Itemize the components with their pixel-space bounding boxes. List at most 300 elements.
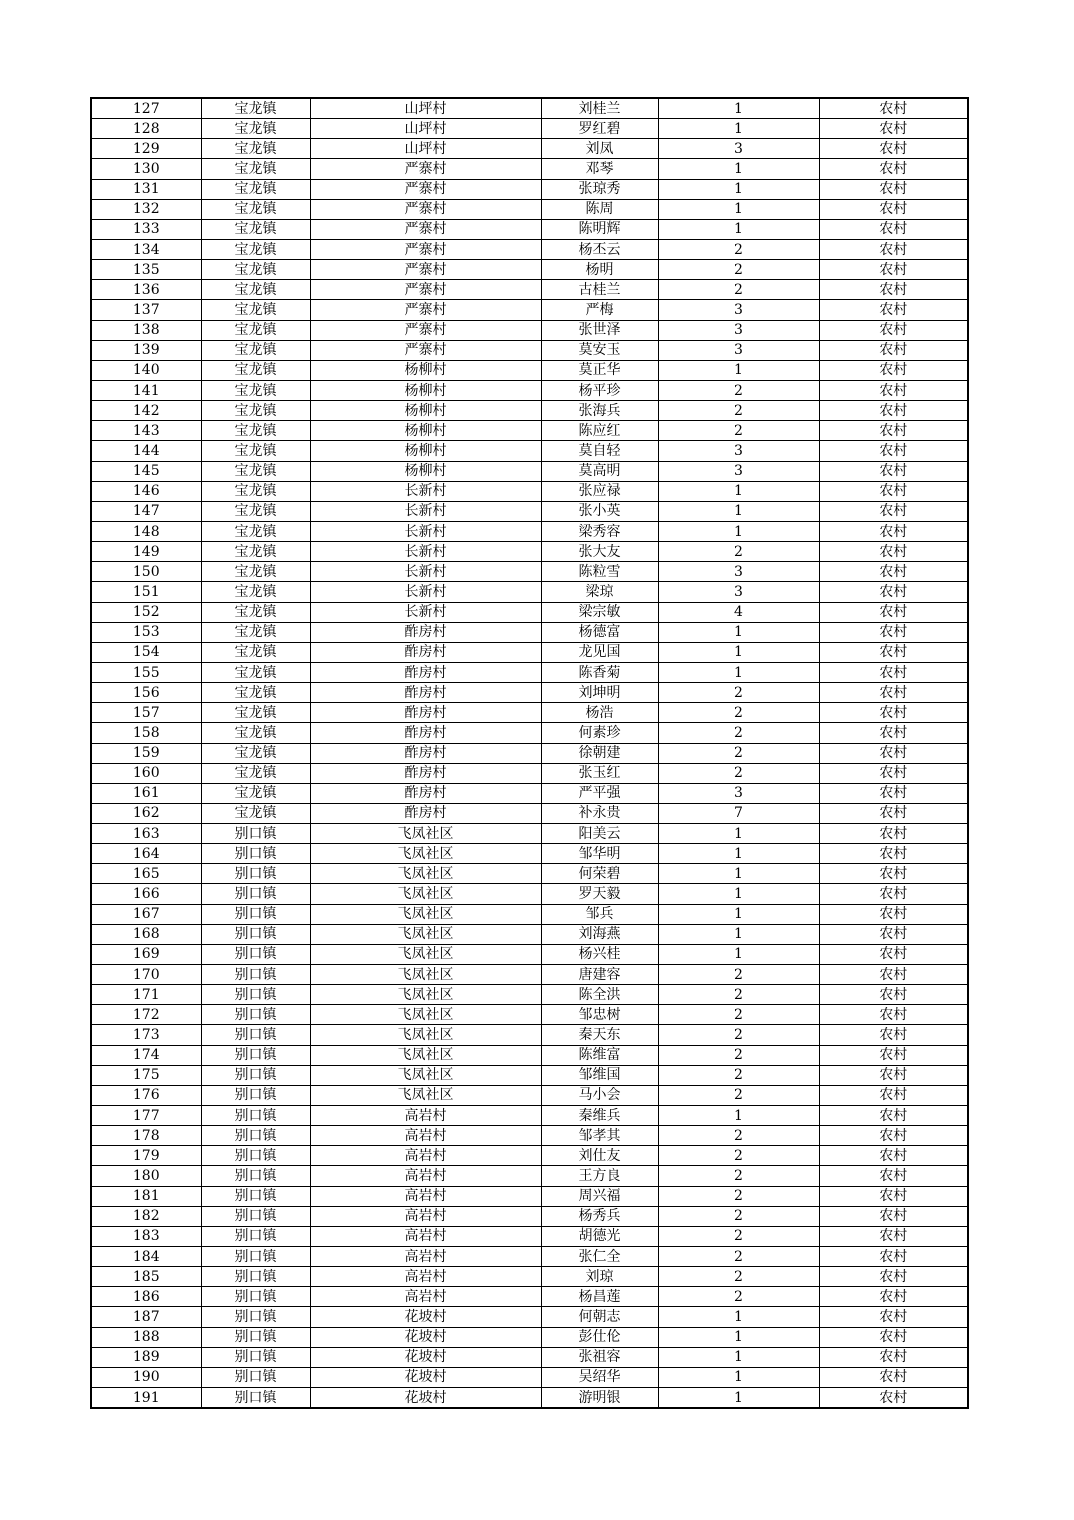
household-size-cell: 3 bbox=[658, 441, 819, 461]
name-cell: 陈全洪 bbox=[541, 985, 658, 1005]
name-cell: 张琼秀 bbox=[541, 179, 658, 199]
name-cell: 刘仕友 bbox=[541, 1146, 658, 1166]
table-row bbox=[91, 884, 968, 904]
village-cell: 山坪村 bbox=[310, 119, 541, 139]
household-size-cell: 2 bbox=[658, 280, 819, 300]
row-number-cell: 162 bbox=[91, 803, 201, 823]
village-cell: 长新村 bbox=[310, 501, 541, 521]
row-number-cell: 153 bbox=[91, 622, 201, 642]
name-cell: 游明银 bbox=[541, 1388, 658, 1409]
town-cell: 宝龙镇 bbox=[201, 803, 310, 823]
table-row bbox=[91, 119, 968, 139]
household-size-cell: 2 bbox=[658, 260, 819, 280]
name-cell: 龙见国 bbox=[541, 642, 658, 662]
village-cell: 杨柳村 bbox=[310, 441, 541, 461]
village-cell: 飞凤社区 bbox=[310, 1045, 541, 1065]
area-type-cell: 农村 bbox=[819, 521, 968, 541]
name-cell: 杨秀兵 bbox=[541, 1206, 658, 1226]
area-type-cell: 农村 bbox=[819, 380, 968, 400]
name-cell: 邹维国 bbox=[541, 1065, 658, 1085]
village-cell: 飞凤社区 bbox=[310, 1065, 541, 1085]
table-row bbox=[91, 320, 968, 340]
area-type-cell: 农村 bbox=[819, 683, 968, 703]
town-cell: 别口镇 bbox=[201, 864, 310, 884]
row-number-cell: 131 bbox=[91, 179, 201, 199]
table-row bbox=[91, 844, 968, 864]
household-size-cell: 4 bbox=[658, 602, 819, 622]
table-row bbox=[91, 985, 968, 1005]
name-cell: 张小英 bbox=[541, 501, 658, 521]
table-row bbox=[91, 98, 968, 119]
village-cell: 杨柳村 bbox=[310, 380, 541, 400]
area-type-cell: 农村 bbox=[819, 159, 968, 179]
household-size-cell: 1 bbox=[658, 944, 819, 964]
village-cell: 长新村 bbox=[310, 481, 541, 501]
village-cell: 严寨村 bbox=[310, 280, 541, 300]
household-size-cell: 1 bbox=[658, 481, 819, 501]
table-row bbox=[91, 662, 968, 682]
household-size-cell: 3 bbox=[658, 783, 819, 803]
village-cell: 酢房村 bbox=[310, 743, 541, 763]
table-row bbox=[91, 179, 968, 199]
name-cell: 刘凤 bbox=[541, 139, 658, 159]
household-size-cell: 3 bbox=[658, 320, 819, 340]
town-cell: 别口镇 bbox=[201, 1327, 310, 1347]
village-cell: 长新村 bbox=[310, 521, 541, 541]
table-row bbox=[91, 602, 968, 622]
name-cell: 彭仕伦 bbox=[541, 1327, 658, 1347]
name-cell: 周兴福 bbox=[541, 1186, 658, 1206]
village-cell: 飞凤社区 bbox=[310, 884, 541, 904]
village-cell: 严寨村 bbox=[310, 260, 541, 280]
table-row bbox=[91, 360, 968, 380]
name-cell: 何荣碧 bbox=[541, 864, 658, 884]
row-number-cell: 165 bbox=[91, 864, 201, 884]
household-size-cell: 2 bbox=[658, 965, 819, 985]
town-cell: 别口镇 bbox=[201, 965, 310, 985]
name-cell: 杨昌莲 bbox=[541, 1287, 658, 1307]
area-type-cell: 农村 bbox=[819, 884, 968, 904]
household-size-cell: 2 bbox=[658, 763, 819, 783]
row-number-cell: 152 bbox=[91, 602, 201, 622]
village-cell: 花坡村 bbox=[310, 1327, 541, 1347]
town-cell: 别口镇 bbox=[201, 1106, 310, 1126]
village-cell: 酢房村 bbox=[310, 662, 541, 682]
town-cell: 宝龙镇 bbox=[201, 179, 310, 199]
village-cell: 酢房村 bbox=[310, 703, 541, 723]
household-size-cell: 1 bbox=[658, 98, 819, 119]
area-type-cell: 农村 bbox=[819, 1327, 968, 1347]
area-type-cell: 农村 bbox=[819, 219, 968, 239]
town-cell: 别口镇 bbox=[201, 1065, 310, 1085]
household-size-cell: 1 bbox=[658, 1347, 819, 1367]
town-cell: 别口镇 bbox=[201, 1226, 310, 1246]
household-size-cell: 1 bbox=[658, 179, 819, 199]
household-size-cell: 3 bbox=[658, 139, 819, 159]
town-cell: 宝龙镇 bbox=[201, 642, 310, 662]
name-cell: 马小会 bbox=[541, 1085, 658, 1105]
area-type-cell: 农村 bbox=[819, 1367, 968, 1387]
name-cell: 莫正华 bbox=[541, 360, 658, 380]
name-cell: 邹孝其 bbox=[541, 1126, 658, 1146]
row-number-cell: 141 bbox=[91, 380, 201, 400]
village-cell: 花坡村 bbox=[310, 1347, 541, 1367]
row-number-cell: 190 bbox=[91, 1367, 201, 1387]
table-row bbox=[91, 542, 968, 562]
name-cell: 莫高明 bbox=[541, 461, 658, 481]
name-cell: 刘桂兰 bbox=[541, 98, 658, 119]
row-number-cell: 129 bbox=[91, 139, 201, 159]
row-number-cell: 133 bbox=[91, 219, 201, 239]
town-cell: 宝龙镇 bbox=[201, 380, 310, 400]
name-cell: 梁宗敏 bbox=[541, 602, 658, 622]
town-cell: 别口镇 bbox=[201, 1085, 310, 1105]
row-number-cell: 176 bbox=[91, 1085, 201, 1105]
row-number-cell: 145 bbox=[91, 461, 201, 481]
village-cell: 杨柳村 bbox=[310, 360, 541, 380]
table-row bbox=[91, 1327, 968, 1347]
table-row bbox=[91, 280, 968, 300]
row-number-cell: 163 bbox=[91, 824, 201, 844]
table-row bbox=[91, 300, 968, 320]
household-size-cell: 1 bbox=[658, 662, 819, 682]
area-type-cell: 农村 bbox=[819, 662, 968, 682]
village-cell: 山坪村 bbox=[310, 98, 541, 119]
town-cell: 宝龙镇 bbox=[201, 501, 310, 521]
table-row bbox=[91, 622, 968, 642]
row-number-cell: 130 bbox=[91, 159, 201, 179]
village-cell: 飞凤社区 bbox=[310, 1085, 541, 1105]
village-cell: 杨柳村 bbox=[310, 421, 541, 441]
table-row bbox=[91, 723, 968, 743]
area-type-cell: 农村 bbox=[819, 824, 968, 844]
row-number-cell: 183 bbox=[91, 1226, 201, 1246]
row-number-cell: 174 bbox=[91, 1045, 201, 1065]
town-cell: 宝龙镇 bbox=[201, 199, 310, 219]
table-row bbox=[91, 924, 968, 944]
town-cell: 宝龙镇 bbox=[201, 481, 310, 501]
village-cell: 飞凤社区 bbox=[310, 844, 541, 864]
town-cell: 别口镇 bbox=[201, 844, 310, 864]
table-row bbox=[91, 864, 968, 884]
row-number-cell: 134 bbox=[91, 239, 201, 259]
table-row bbox=[91, 783, 968, 803]
village-cell: 长新村 bbox=[310, 562, 541, 582]
area-type-cell: 农村 bbox=[819, 1247, 968, 1267]
area-type-cell: 农村 bbox=[819, 199, 968, 219]
table-row bbox=[91, 1367, 968, 1387]
village-cell: 飞凤社区 bbox=[310, 944, 541, 964]
area-type-cell: 农村 bbox=[819, 1347, 968, 1367]
table-row bbox=[91, 239, 968, 259]
village-cell: 长新村 bbox=[310, 602, 541, 622]
name-cell: 陈香菊 bbox=[541, 662, 658, 682]
row-number-cell: 160 bbox=[91, 763, 201, 783]
household-size-cell: 2 bbox=[658, 1267, 819, 1287]
table-row bbox=[91, 380, 968, 400]
name-cell: 杨浩 bbox=[541, 703, 658, 723]
village-cell: 严寨村 bbox=[310, 239, 541, 259]
area-type-cell: 农村 bbox=[819, 985, 968, 1005]
table-row bbox=[91, 1267, 968, 1287]
row-number-cell: 150 bbox=[91, 562, 201, 582]
household-size-cell: 2 bbox=[658, 1206, 819, 1226]
household-size-cell: 2 bbox=[658, 239, 819, 259]
row-number-cell: 137 bbox=[91, 300, 201, 320]
row-number-cell: 158 bbox=[91, 723, 201, 743]
name-cell: 杨丕云 bbox=[541, 239, 658, 259]
area-type-cell: 农村 bbox=[819, 280, 968, 300]
household-size-cell: 2 bbox=[658, 1065, 819, 1085]
area-type-cell: 农村 bbox=[819, 1388, 968, 1409]
area-type-cell: 农村 bbox=[819, 239, 968, 259]
town-cell: 别口镇 bbox=[201, 1146, 310, 1166]
town-cell: 宝龙镇 bbox=[201, 98, 310, 119]
row-number-cell: 144 bbox=[91, 441, 201, 461]
name-cell: 秦维兵 bbox=[541, 1106, 658, 1126]
name-cell: 陈明辉 bbox=[541, 219, 658, 239]
name-cell: 王方良 bbox=[541, 1166, 658, 1186]
town-cell: 别口镇 bbox=[201, 1045, 310, 1065]
table-row bbox=[91, 1126, 968, 1146]
town-cell: 别口镇 bbox=[201, 1267, 310, 1287]
household-size-cell: 1 bbox=[658, 360, 819, 380]
village-cell: 酢房村 bbox=[310, 723, 541, 743]
household-size-cell: 2 bbox=[658, 1146, 819, 1166]
household-size-cell: 2 bbox=[658, 1186, 819, 1206]
table-row bbox=[91, 1347, 968, 1367]
area-type-cell: 农村 bbox=[819, 582, 968, 602]
table-row bbox=[91, 521, 968, 541]
area-type-cell: 农村 bbox=[819, 783, 968, 803]
table-row bbox=[91, 683, 968, 703]
area-type-cell: 农村 bbox=[819, 602, 968, 622]
name-cell: 补永贵 bbox=[541, 803, 658, 823]
name-cell: 张应禄 bbox=[541, 481, 658, 501]
name-cell: 陈周 bbox=[541, 199, 658, 219]
area-type-cell: 农村 bbox=[819, 743, 968, 763]
village-cell: 杨柳村 bbox=[310, 401, 541, 421]
household-size-cell: 2 bbox=[658, 703, 819, 723]
town-cell: 别口镇 bbox=[201, 1287, 310, 1307]
name-cell: 吴绍华 bbox=[541, 1367, 658, 1387]
town-cell: 宝龙镇 bbox=[201, 461, 310, 481]
table-row bbox=[91, 139, 968, 159]
household-size-cell: 1 bbox=[658, 824, 819, 844]
row-number-cell: 169 bbox=[91, 944, 201, 964]
name-cell: 杨明 bbox=[541, 260, 658, 280]
household-size-cell: 2 bbox=[658, 683, 819, 703]
table-row bbox=[91, 1085, 968, 1105]
area-type-cell: 农村 bbox=[819, 421, 968, 441]
household-size-cell: 1 bbox=[658, 521, 819, 541]
area-type-cell: 农村 bbox=[819, 320, 968, 340]
table-row bbox=[91, 944, 968, 964]
area-type-cell: 农村 bbox=[819, 1307, 968, 1327]
table-row bbox=[91, 1065, 968, 1085]
area-type-cell: 农村 bbox=[819, 300, 968, 320]
village-cell: 长新村 bbox=[310, 542, 541, 562]
name-cell: 罗红碧 bbox=[541, 119, 658, 139]
area-type-cell: 农村 bbox=[819, 924, 968, 944]
town-cell: 别口镇 bbox=[201, 1307, 310, 1327]
name-cell: 杨德富 bbox=[541, 622, 658, 642]
town-cell: 宝龙镇 bbox=[201, 300, 310, 320]
household-size-cell: 2 bbox=[658, 401, 819, 421]
table-row bbox=[91, 481, 968, 501]
town-cell: 宝龙镇 bbox=[201, 139, 310, 159]
household-size-cell: 1 bbox=[658, 199, 819, 219]
row-number-cell: 139 bbox=[91, 340, 201, 360]
household-size-cell: 2 bbox=[658, 380, 819, 400]
area-type-cell: 农村 bbox=[819, 642, 968, 662]
household-size-cell: 1 bbox=[658, 1106, 819, 1126]
village-cell: 高岩村 bbox=[310, 1146, 541, 1166]
name-cell: 陈应红 bbox=[541, 421, 658, 441]
table-row bbox=[91, 1045, 968, 1065]
household-size-cell: 1 bbox=[658, 501, 819, 521]
town-cell: 别口镇 bbox=[201, 1206, 310, 1226]
row-number-cell: 188 bbox=[91, 1327, 201, 1347]
town-cell: 宝龙镇 bbox=[201, 723, 310, 743]
town-cell: 宝龙镇 bbox=[201, 542, 310, 562]
name-cell: 杨平珍 bbox=[541, 380, 658, 400]
row-number-cell: 156 bbox=[91, 683, 201, 703]
household-size-cell: 2 bbox=[658, 1005, 819, 1025]
village-cell: 严寨村 bbox=[310, 199, 541, 219]
town-cell: 宝龙镇 bbox=[201, 239, 310, 259]
name-cell: 刘琼 bbox=[541, 1267, 658, 1287]
household-size-cell: 1 bbox=[658, 884, 819, 904]
village-cell: 长新村 bbox=[310, 582, 541, 602]
household-size-cell: 2 bbox=[658, 1287, 819, 1307]
household-size-cell: 2 bbox=[658, 1247, 819, 1267]
household-size-cell: 2 bbox=[658, 542, 819, 562]
name-cell: 邹华明 bbox=[541, 844, 658, 864]
name-cell: 徐朝建 bbox=[541, 743, 658, 763]
area-type-cell: 农村 bbox=[819, 1226, 968, 1246]
table-row bbox=[91, 1307, 968, 1327]
row-number-cell: 180 bbox=[91, 1166, 201, 1186]
area-type-cell: 农村 bbox=[819, 844, 968, 864]
household-size-cell: 2 bbox=[658, 1045, 819, 1065]
area-type-cell: 农村 bbox=[819, 703, 968, 723]
town-cell: 宝龙镇 bbox=[201, 622, 310, 642]
row-number-cell: 172 bbox=[91, 1005, 201, 1025]
village-cell: 飞凤社区 bbox=[310, 985, 541, 1005]
name-cell: 张仁全 bbox=[541, 1247, 658, 1267]
town-cell: 别口镇 bbox=[201, 904, 310, 924]
table-row bbox=[91, 1247, 968, 1267]
name-cell: 刘坤明 bbox=[541, 683, 658, 703]
village-cell: 酢房村 bbox=[310, 683, 541, 703]
town-cell: 宝龙镇 bbox=[201, 421, 310, 441]
town-cell: 宝龙镇 bbox=[201, 280, 310, 300]
row-number-cell: 147 bbox=[91, 501, 201, 521]
household-size-cell: 2 bbox=[658, 1166, 819, 1186]
table-row bbox=[91, 1388, 968, 1409]
table-row bbox=[91, 501, 968, 521]
row-number-cell: 187 bbox=[91, 1307, 201, 1327]
name-cell: 严平强 bbox=[541, 783, 658, 803]
area-type-cell: 农村 bbox=[819, 723, 968, 743]
row-number-cell: 149 bbox=[91, 542, 201, 562]
town-cell: 别口镇 bbox=[201, 985, 310, 1005]
village-cell: 杨柳村 bbox=[310, 461, 541, 481]
village-cell: 酢房村 bbox=[310, 803, 541, 823]
village-cell: 高岩村 bbox=[310, 1226, 541, 1246]
row-number-cell: 189 bbox=[91, 1347, 201, 1367]
village-cell: 高岩村 bbox=[310, 1106, 541, 1126]
household-size-cell: 2 bbox=[658, 1126, 819, 1146]
row-number-cell: 135 bbox=[91, 260, 201, 280]
household-size-cell: 3 bbox=[658, 582, 819, 602]
name-cell: 张祖容 bbox=[541, 1347, 658, 1367]
household-size-cell: 3 bbox=[658, 300, 819, 320]
area-type-cell: 农村 bbox=[819, 1025, 968, 1045]
town-cell: 宝龙镇 bbox=[201, 683, 310, 703]
village-cell: 花坡村 bbox=[310, 1367, 541, 1387]
household-size-cell: 1 bbox=[658, 642, 819, 662]
household-size-cell: 1 bbox=[658, 864, 819, 884]
row-number-cell: 182 bbox=[91, 1206, 201, 1226]
row-number-cell: 178 bbox=[91, 1126, 201, 1146]
village-cell: 飞凤社区 bbox=[310, 904, 541, 924]
name-cell: 张玉红 bbox=[541, 763, 658, 783]
town-cell: 别口镇 bbox=[201, 1126, 310, 1146]
town-cell: 宝龙镇 bbox=[201, 119, 310, 139]
village-cell: 高岩村 bbox=[310, 1287, 541, 1307]
household-size-cell: 2 bbox=[658, 1226, 819, 1246]
area-type-cell: 农村 bbox=[819, 340, 968, 360]
row-number-cell: 164 bbox=[91, 844, 201, 864]
town-cell: 宝龙镇 bbox=[201, 260, 310, 280]
area-type-cell: 农村 bbox=[819, 1106, 968, 1126]
row-number-cell: 138 bbox=[91, 320, 201, 340]
name-cell: 何素珍 bbox=[541, 723, 658, 743]
household-size-cell: 1 bbox=[658, 1327, 819, 1347]
table-row bbox=[91, 743, 968, 763]
name-cell: 张大友 bbox=[541, 542, 658, 562]
town-cell: 别口镇 bbox=[201, 1388, 310, 1409]
area-type-cell: 农村 bbox=[819, 864, 968, 884]
town-cell: 宝龙镇 bbox=[201, 662, 310, 682]
table-row bbox=[91, 1146, 968, 1166]
town-cell: 宝龙镇 bbox=[201, 521, 310, 541]
table-row bbox=[91, 904, 968, 924]
row-number-cell: 154 bbox=[91, 642, 201, 662]
name-cell: 梁秀容 bbox=[541, 521, 658, 541]
area-type-cell: 农村 bbox=[819, 179, 968, 199]
village-cell: 酢房村 bbox=[310, 642, 541, 662]
row-number-cell: 181 bbox=[91, 1186, 201, 1206]
area-type-cell: 农村 bbox=[819, 481, 968, 501]
household-size-cell: 1 bbox=[658, 622, 819, 642]
table-row bbox=[91, 159, 968, 179]
village-cell: 严寨村 bbox=[310, 320, 541, 340]
table-row bbox=[91, 421, 968, 441]
row-number-cell: 132 bbox=[91, 199, 201, 219]
town-cell: 宝龙镇 bbox=[201, 401, 310, 421]
table-row bbox=[91, 1206, 968, 1226]
table-row bbox=[91, 965, 968, 985]
area-type-cell: 农村 bbox=[819, 260, 968, 280]
table-row bbox=[91, 1106, 968, 1126]
table-row bbox=[91, 1226, 968, 1246]
row-number-cell: 128 bbox=[91, 119, 201, 139]
row-number-cell: 171 bbox=[91, 985, 201, 1005]
village-cell: 飞凤社区 bbox=[310, 924, 541, 944]
